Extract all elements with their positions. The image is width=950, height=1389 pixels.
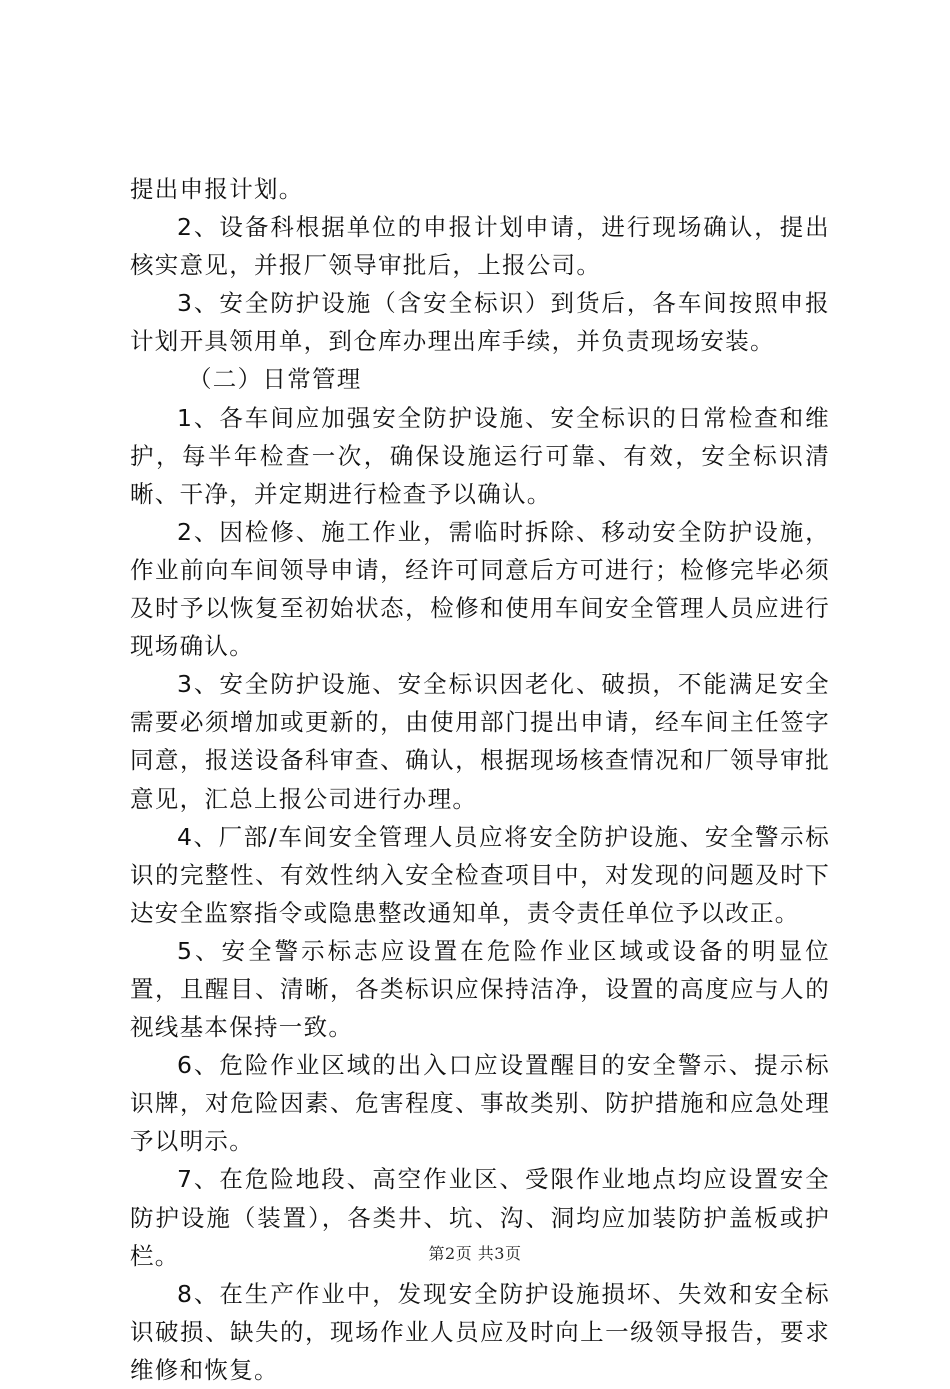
paragraph-daily-6: 6、危险作业区域的出入口应设置醒目的安全警示、提示标识牌，对危险因素、危害程度、事故类别、防护措施和应急处理予以明示。 — [130, 1051, 830, 1156]
paragraph-daily-8: 8、在生产作业中，发现安全防护设施损坏、失效和安全标识破损、缺失的，现场作业人员应及时向上一级领导报告，要求维修和恢复。 — [130, 1279, 830, 1384]
document-body — [130, 170, 830, 1389]
paragraph-daily-1: 1、各车间应加强安全防护设施、安全标识的日常检查和维护，每半年检查一次，确保设施运行可靠、有效，安全标识清晰、干净，并定期进行检查予以确认。 — [130, 403, 830, 508]
section-heading-daily-management: （二）日常管理 — [188, 365, 362, 394]
paragraph-continuation: 提出申报计划。 — [130, 175, 304, 203]
paragraph-daily-3: 3、安全防护设施、安全标识因老化、破损，不能满足安全需要必须增加或更新的，由使用部门提出申请，经车间主任签字同意，报送设备科审查、确认，根据现场核查情况和厂领导审批意见，汇总上报公司进行办理。 — [130, 670, 830, 813]
paragraph-item-3: 3、安全防护设施（含安全标识）到货后，各车间按照申报计划开具领用单，到仓库办理出库手续，并负责现场安装。 — [130, 289, 830, 356]
paragraph-daily-4: 4、厂部/车间安全管理人员应将安全防护设施、安全警示标识的完整性、有效性纳入安全检查项目中，对发现的问题及时下达安全监察指令或隐患整改通知单，责令责任单位予以改正。 — [130, 822, 830, 927]
paragraph-daily-5: 5、安全警示标志应设置在危险作业区域或设备的明显位置，且醒目、清晰，各类标识应保持洁净，设置的高度应与人的视线基本保持一致。 — [130, 936, 830, 1042]
paragraph-daily-7: 7、在危险地段、高空作业区、受限作业地点均应设置安全防护设施（装置），各类井、坑、沟、洞均应加装防护盖板或护栏。 — [130, 1165, 830, 1270]
paragraph-item-2: 2、设备科根据单位的申报计划申请，进行现场确认，提出核实意见，并报厂领导审批后，上报公司。 — [130, 213, 830, 280]
page-number-footer: 第2页 共3页 — [428, 1244, 522, 1263]
paragraph-daily-2: 2、因检修、施工作业，需临时拆除、移动安全防护设施，作业前向车间领导申请，经许可同意后方可进行；检修完毕必须及时予以恢复至初始状态，检修和使用车间安全管理人员应进行现场确认。 — [130, 517, 830, 661]
